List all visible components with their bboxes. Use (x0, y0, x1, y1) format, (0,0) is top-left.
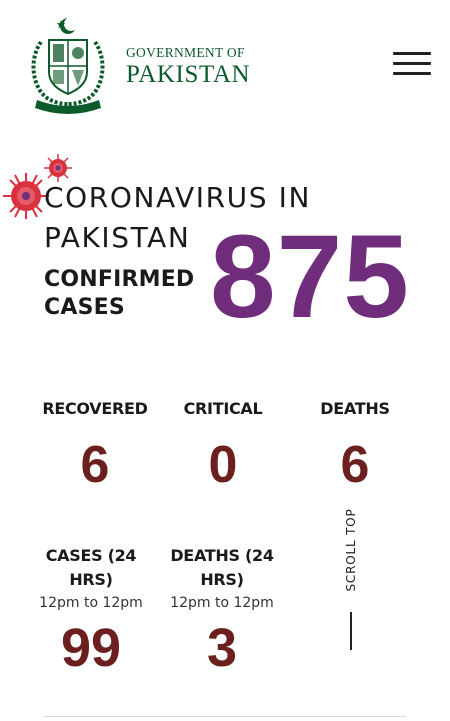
government-emblem-logo[interactable] (27, 16, 109, 114)
stat-critical-label: CRITICAL (183, 399, 263, 418)
scroll-top-label: SCROLL TOP (344, 508, 358, 592)
hamburger-menu-icon[interactable] (393, 52, 431, 76)
stat-deaths-label: DEATHS (320, 399, 390, 418)
stat-recovered-value: 6 (80, 436, 110, 494)
stat-deaths-24-hrs-label: DEATHS (24 HRS) (170, 546, 274, 589)
stat-cases-24-hrs-value: 99 (60, 618, 122, 678)
menu-bar-bottom (393, 72, 431, 75)
scroll-top-line (350, 612, 352, 650)
wordmark-line-2: PAKISTAN (126, 60, 251, 88)
wordmark-line-1: GOVERNMENT OF (126, 45, 245, 60)
stat-recovered (30, 397, 160, 493)
confirmed-cases-value: 875 (210, 211, 410, 343)
stat-deaths-24-hrs (166, 544, 278, 676)
stat-recovered-label: RECOVERED (42, 399, 148, 418)
scroll-top-button[interactable] (338, 506, 364, 654)
stat-deaths-24-hrs-value: 3 (206, 618, 238, 678)
stat-deaths (295, 397, 415, 493)
stat-critical (160, 397, 286, 493)
section-divider (44, 716, 406, 717)
stat-cases-24-hrs (32, 544, 150, 676)
stat-deaths-value: 6 (340, 436, 370, 494)
government-of-pakistan-wordmark[interactable] (126, 46, 250, 87)
stat-critical-value: 0 (208, 436, 238, 494)
page-headline: CORONAVIRUS IN PAKISTAN (44, 181, 312, 254)
state-emblem-icon (27, 16, 109, 114)
stat-cases-24-hrs-period: 12pm to 12pm (39, 595, 143, 611)
confirmed-cases-label: CONFIRMED CASES (44, 267, 195, 320)
stat-cases-24-hrs-label: CASES (24 HRS) (45, 546, 137, 589)
menu-bar-middle (393, 62, 431, 65)
virus-icon-large (2, 172, 50, 220)
stat-deaths-24-hrs-period: 12pm to 12pm (170, 595, 274, 611)
menu-bar-top (393, 52, 431, 55)
